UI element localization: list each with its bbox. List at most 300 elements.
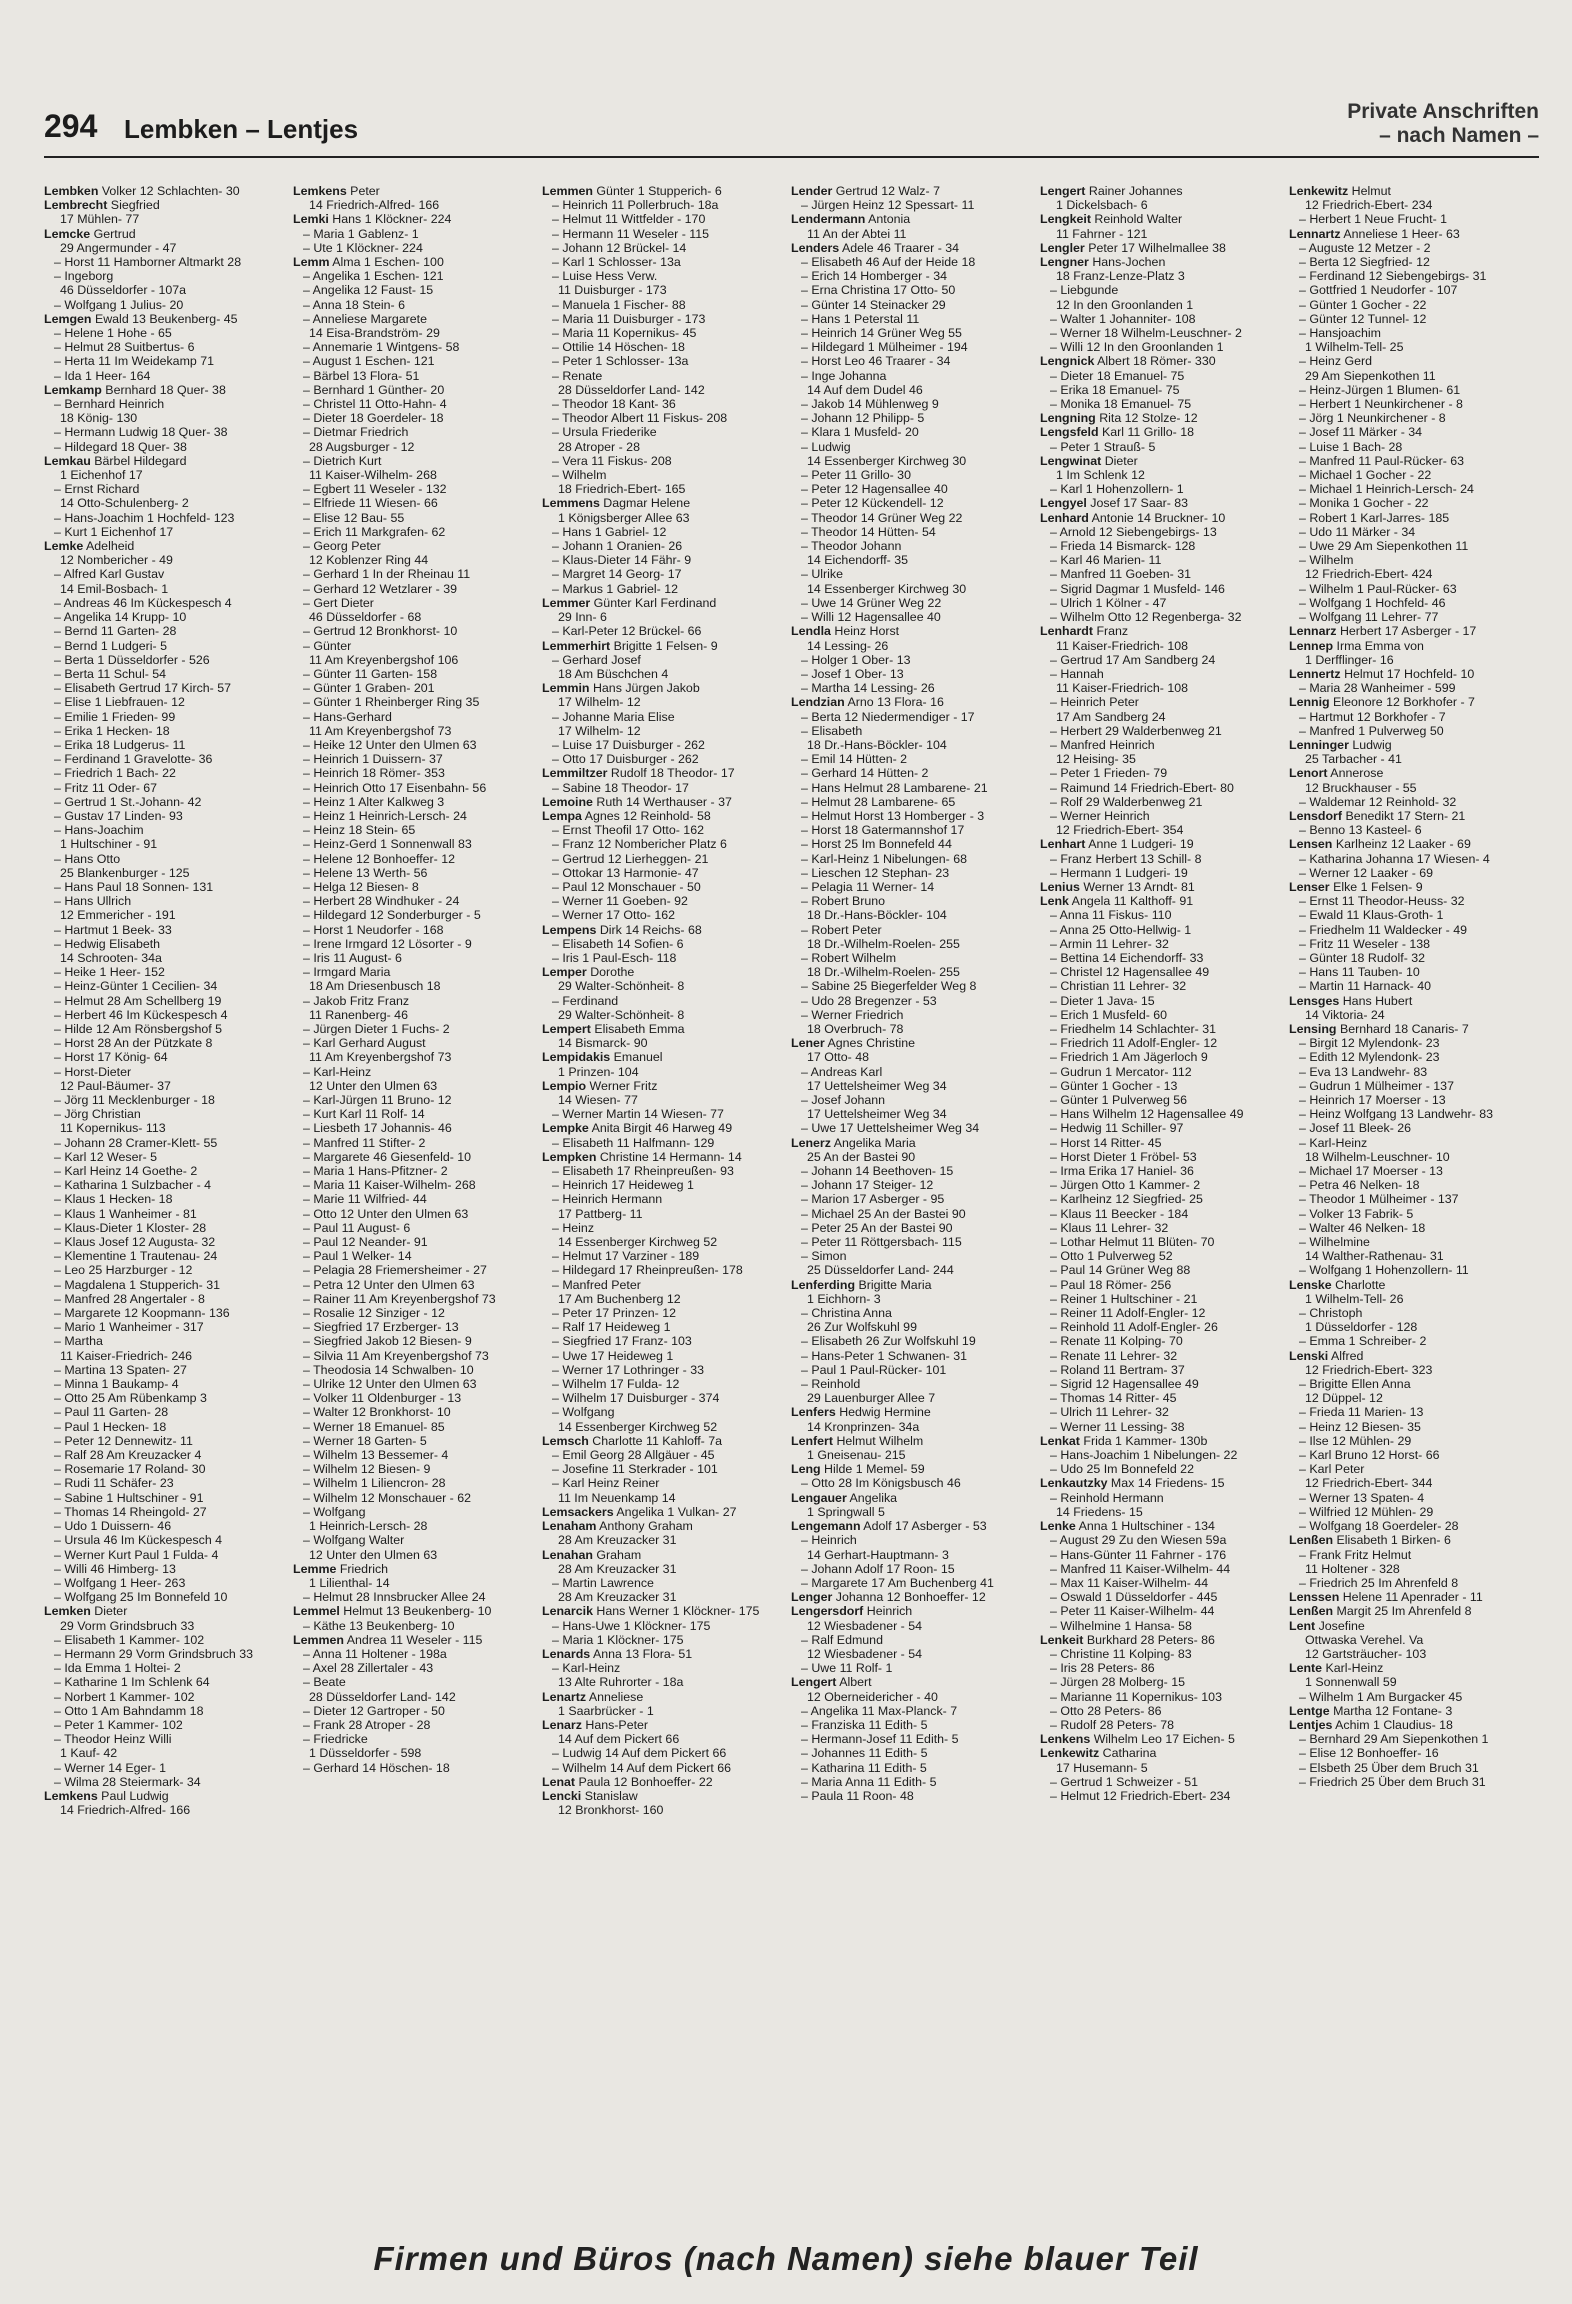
entry-details: Burkhard 28 Peters- 86 [1083,1632,1215,1647]
address-continuation: 14 Kronprinzen- 34a [807,1419,920,1434]
subentry: – Maria 11 Duisburger - 173 [552,311,706,326]
entry-details: Anna 1 Hultschiner - 134 [1075,1519,1215,1534]
subentry: – Maria Anna 11 Edith- 5 [801,1774,937,1789]
directory-column-3 [542,184,785,2194]
surname: Lennertz [1289,666,1341,681]
entry-details: Josef 17 Saar- 83 [1086,496,1189,511]
address-continuation: 14 Essenberger Kirchweg 30 [807,453,967,468]
address-continuation: 1 Düsseldorfer - 598 [309,1746,422,1761]
subentry: – Thomas 14 Rheingold- 27 [54,1504,207,1519]
subentry: – Otto 25 Am Rübenkamp 3 [54,1391,207,1406]
surname: Lenards [542,1646,591,1661]
surname: Lemken [44,1604,91,1619]
subentry: – Ute 1 Klöckner- 224 [303,240,423,255]
subentry: – Erich 1 Musfeld- 60 [1050,1007,1168,1022]
subentry: – Reinhold Hermann [1050,1490,1164,1505]
entry-details: Arno 13 Flora- 16 [844,695,944,710]
subentry: – Volker 13 Fabrik- 5 [1299,1206,1414,1221]
subentry: – Hans 11 Tauben- 10 [1299,965,1420,980]
subentry: – Margret 14 Georg- 17 [552,567,682,582]
subentry: – Ralf 17 Heideweg 1 [552,1320,671,1335]
address-continuation: 18 Franz-Lenze-Platz 3 [1056,269,1185,284]
surname-entry [542,596,785,610]
subentry: – Günter [303,638,352,653]
subentry: – Iris 28 Peters- 86 [1050,1661,1155,1676]
subentry: – Ilse 12 Mühlen- 29 [1299,1433,1412,1448]
subentry: – Hansjoachim [1299,326,1381,341]
surname: Lemcke [44,226,91,241]
subentry: – Berta 12 Siegfried- 12 [1299,255,1430,270]
subentry: – Paul 14 Grüner Weg 88 [1050,1263,1191,1278]
surname-entry [1040,894,1283,908]
subentry: – Friedrich 25 Im Ahrenfeld 8 [1299,1575,1459,1590]
subentry: – Peter 12 Hagensallee 40 [801,482,948,497]
subentry: – Siegfried 17 Erzberger- 13 [303,1320,459,1335]
surname: Lenius [1040,879,1080,894]
subentry: – Heinz Wolfgang 13 Landwehr- 83 [1299,1107,1494,1122]
subentry: – Herbert 1 Neue Frucht- 1 [1299,212,1448,227]
subentry: – Lothar Helmut 11 Blüten- 70 [1050,1235,1215,1250]
surname: Lempken [542,1149,597,1164]
surname: Lenßen [1289,1604,1334,1619]
address-continuation: 26 Zur Wolfskuhl 99 [807,1320,917,1335]
entry-details: Günter Karl Ferdinand [590,595,717,610]
surname: Lenarcik [542,1604,593,1619]
subentry: – Helmut 28 Lambarene- 65 [801,794,956,809]
subentry: – Martin 11 Harnack- 40 [1299,979,1431,994]
subentry: – Herbert 29 Walderbenweg 21 [1050,723,1222,738]
subentry: – Wilhelmine 1 Hansa- 58 [1050,1618,1192,1633]
entry-details: Elisabeth 1 Birken- 6 [1333,1533,1451,1548]
address-continuation: 12 Bronkhorst- 160 [558,1803,664,1818]
subentry: – Margarete 17 Am Buchenberg 41 [801,1575,994,1590]
surname: Lemke [44,539,84,554]
surname-entry [1040,184,1283,198]
subentry: – Georg Peter [303,539,381,554]
subentry: – Werner 18 Wilhelm-Leuschner- 2 [1050,326,1242,341]
surname-entry [1289,667,1532,681]
surname: Lengkeit [1040,212,1091,227]
surname-entry [1040,511,1283,525]
address-continuation: 1 Heinrich-Lersch- 28 [309,1519,428,1534]
entry-details: Josefine [1315,1618,1365,1633]
subentry: – Theodor 18 Kant- 36 [552,397,676,412]
subentry: – Iris 1 Paul-Esch- 118 [552,950,677,965]
subentry: – Wolfgang 11 Lehrer- 77 [1299,610,1439,625]
subentry: – Werner Heinrich [1050,808,1150,823]
surname: Lengsfeld [1040,425,1099,440]
entry-details: Johanna 12 Bonhoeffer- 12 [832,1590,986,1605]
surname-entry [542,184,785,198]
subentry: – Liebgunde [1050,283,1119,298]
address-continuation: 12 In den Groonlanden 1 [1056,297,1194,312]
subentry: – Elisabeth 46 Auf der Heide 18 [801,255,976,270]
subentry: – Karl Heinz Reiner [552,1476,660,1491]
subentry: – Uwe 14 Grüner Weg 22 [801,595,942,610]
entry-details: Charlotte 11 Kahloff- 7a [588,1433,722,1448]
address-continuation: 11 Kaiser-Wilhelm- 268 [309,468,437,483]
surname: Lengert [1040,184,1086,198]
subentry: – Wolfgang 1 Julius- 20 [54,297,184,312]
entry-details: Brigitte Maria [855,1277,932,1292]
surname-entry [1040,241,1283,255]
subentry: – Horst 14 Ritter- 45 [1050,1135,1162,1150]
surname: Lemmin [542,681,590,696]
subentry: – Klaus Josef 12 Augusta- 32 [54,1235,216,1250]
subentry: – Josef 11 Märker - 34 [1299,425,1423,440]
header-rule [44,156,1539,158]
subentry: – Wolfgang 18 Goerdeler- 28 [1299,1519,1459,1534]
subentry: – Heinz 12 Biesen- 35 [1299,1419,1421,1434]
surname-entry [791,1405,1034,1419]
subentry: – Walter 46 Nelken- 18 [1299,1220,1426,1235]
subentry: – Ralf 28 Am Kreuzacker 4 [54,1448,202,1463]
subentry: – Birgit 12 Mylendonk- 23 [1299,1036,1440,1051]
surname-entry [542,1548,785,1562]
subentry: – Manfred 11 Kaiser-Wilhelm- 44 [1050,1561,1231,1576]
subentry: – Karl-Heinz [552,1661,621,1676]
subentry: – Erika 18 Ludgerus- 11 [54,737,186,752]
subentry: – Karl 46 Marien- 11 [1050,553,1162,568]
entry-details: Bernhard 18 Canaris- 7 [1336,1021,1469,1036]
subentry: – Horst-Dieter [54,1064,132,1079]
subentry: – Paul 1 Hecken- 18 [54,1419,167,1434]
subentry: – Heinrich 14 Grüner Weg 55 [801,326,962,341]
subentry: – Manuela 1 Fischer- 88 [552,297,686,312]
entry-details: Hans Werner 1 Klöckner- 175 [592,1604,760,1619]
entry-details: Anne 1 Ludgeri- 19 [1085,837,1194,852]
subentry: – Maria 1 Klöckner- 175 [552,1632,684,1647]
address-continuation: 12 Oberneidericher - 40 [807,1689,938,1704]
subentry: – Ewald 11 Klaus-Groth- 1 [1299,908,1444,923]
address-continuation: 25 Tarbacher - 41 [1305,752,1402,767]
subentry: – Manfred Heinrich [1050,737,1155,752]
subentry: – Maria 1 Hans-Pfitzner- 2 [303,1164,448,1179]
surname-entry [293,1604,536,1618]
subentry: – Bernd 11 Garten- 28 [54,624,177,639]
surname-entry [791,1136,1034,1150]
subentry: – Kurt 1 Eichenhof 17 [54,524,174,539]
address-continuation: 11 Kopernikus- 113 [60,1121,166,1136]
subentry: – Oswald 1 Düsseldorfer - 445 [1050,1590,1218,1605]
subentry: – Wolfgang [303,1504,366,1519]
entry-details: Adelheid [83,539,135,554]
address-continuation: 11 Am Kreyenbergshof 106 [309,652,459,667]
subentry: – Reinhold 11 Adolf-Engler- 26 [1050,1320,1218,1335]
page-header [44,100,1539,152]
subentry: – Ottilie 14 Höschen- 18 [552,340,685,355]
subentry: – Vera 11 Fiskus- 208 [552,453,672,468]
subentry: – Herbert 1 Neunkirchener - 8 [1299,397,1463,412]
subentry: – Hans Paul 18 Sonnen- 131 [54,879,214,894]
address-continuation: 29 Angermunder - 47 [60,240,177,255]
address-continuation: 25 Düsseldorfer Land- 244 [807,1263,954,1278]
surname: Lengemann [791,1519,861,1534]
address-continuation: 17 Am Buchenberg 12 [558,1291,681,1306]
subentry: – Hans-Uwe 1 Klöckner- 175 [552,1618,711,1633]
subentry: – Johann 28 Cramer-Klett- 55 [54,1135,218,1150]
surname: Lemmen [542,184,593,198]
surname-entry [542,1519,785,1533]
subentry: – Ida 1 Heer- 164 [54,368,151,383]
subentry: – Werner 18 Emanuel- 85 [303,1419,445,1434]
subentry: – Theodor Johann [801,539,902,554]
subentry: – Frieda 11 Marien- 13 [1299,1405,1424,1420]
address-continuation: 11 Ranenberg- 46 [309,1007,408,1022]
address-continuation: 12 Heising- 35 [1056,752,1136,767]
subentry: – Friedrich 1 Bach- 22 [54,766,176,781]
subentry: – Uwe 11 Rolf- 1 [801,1661,893,1676]
subentry: – Gertrud 1 Schweizer - 51 [1050,1774,1199,1789]
surname: Lengauer [791,1490,847,1505]
surname: Lemki [293,212,329,227]
entry-details: Dieter [1101,453,1138,468]
address-continuation: 28 Am Kreuzacker 31 [558,1533,677,1548]
subentry: – Volker 11 Oldenburger - 13 [303,1391,462,1406]
subentry: – Iris 11 August- 6 [303,950,402,965]
surname-entry [542,1121,785,1135]
subentry: – Walter 1 Johanniter- 108 [1050,311,1196,326]
address-continuation: 25 An der Bastei 90 [807,1149,916,1164]
subentry: – Herta 11 Im Weidekamp 71 [54,354,215,369]
subentry: – Karl-Heinz [1299,1135,1368,1150]
subentry: – Horst 11 Hamborner Altmarkt 28 [54,255,242,270]
address-continuation: 46 Düsseldorfer - 107a [60,283,187,298]
subentry: – Peter 11 Kaiser-Wilhelm- 44 [1050,1604,1215,1619]
address-continuation: 14 Friedrich-Alfred- 166 [60,1803,191,1818]
subentry: – Gerhard 14 Höschen- 18 [303,1760,450,1775]
subentry: – Ingeborg [54,269,114,284]
surname: Lempert [542,1021,591,1036]
subentry: – Silvia 11 Am Kreyenbergshof 73 [303,1348,489,1363]
subentry: – Christine 11 Kolping- 83 [1050,1646,1192,1661]
entry-details: Agnes 12 Reinhold- 58 [581,808,711,823]
subentry: – Klaus-Dieter 1 Kloster- 28 [54,1220,207,1235]
entry-details: Helmut [1348,184,1391,198]
address-continuation: 14 Auf dem Dudel 46 [807,382,923,397]
surname: Lempke [542,1121,589,1136]
address-continuation: 1 Lilienthal- 14 [309,1575,390,1590]
subentry: – Edith 12 Mylendonk- 23 [1299,1050,1440,1065]
subentry: – Ernst Theofil 17 Otto- 162 [552,823,704,838]
surname: Lemkau [44,453,91,468]
subentry: – Renate 11 Kolping- 70 [1050,1334,1183,1349]
entry-details: Karl-Heinz [1322,1661,1384,1676]
surname: Lenders [791,240,840,255]
surname: Lenerz [791,1135,831,1150]
surname-entry [791,1519,1034,1533]
subentry: – Gustav 17 Linden- 93 [54,808,183,823]
subentry: – Auguste 12 Metzer - 2 [1299,240,1431,255]
subentry: – Jörg 1 Neunkirchener - 8 [1299,411,1446,426]
address-continuation: 11 Holtener - 328 [1305,1561,1400,1576]
subentry: – Manfred 28 Angertaler - 8 [54,1291,205,1306]
surname-entry [1040,212,1283,226]
subentry: – Elfriede 11 Wiesen- 66 [303,496,438,511]
surname-entry [542,639,785,653]
subentry: – Beate [303,1675,346,1690]
surname: Lennig [1289,695,1330,710]
subentry: – Anna 25 Otto-Hellwig- 1 [1050,922,1192,937]
subentry: – Helene 12 Bonhoeffer- 12 [303,851,456,866]
surname-entry [791,1675,1034,1689]
subentry: – Friedrich 25 Über dem Bruch 31 [1299,1774,1486,1789]
surname: Lemmens [542,496,600,511]
subentry: – Karlheinz 12 Siegfried- 25 [1050,1192,1203,1207]
subentry: – Bettina 14 Eichendorff- 33 [1050,950,1204,965]
entry-details: Siegfried [107,198,160,213]
surname-entry [1289,809,1532,823]
address-continuation: 29 Lauenburger Allee 7 [807,1391,936,1406]
surname: Lemsch [542,1433,589,1448]
surname: Lemkens [44,1788,98,1803]
subentry: – Pelagia 11 Werner- 14 [801,879,935,894]
surname: Lemkamp [44,382,102,397]
entry-details: Friedrich [336,1561,389,1576]
subentry: – Hans 1 Gabriel- 12 [552,524,667,539]
subentry: – Peter 11 Grillo- 30 [801,468,911,483]
subentry: – Angelika 11 Max-Planck- 7 [801,1703,958,1718]
entry-details: Dirk 14 Reichs- 68 [596,922,702,937]
subentry: – Katharina 11 Edith- 5 [801,1760,927,1775]
address-continuation: 12 Düppel- 12 [1305,1391,1383,1406]
address-continuation: 1 Königsberger Allee 63 [558,510,690,525]
subentry: – Rudolf 28 Peters- 78 [1050,1717,1174,1732]
surname-entry [1289,624,1532,638]
subentry: – Helmut Horst 13 Homberger - 3 [801,808,985,823]
subentry: – Irene Irmgard 12 Lösorter - 9 [303,936,472,951]
surname-entry [542,681,785,695]
subentry: – Heinz-Jürgen 1 Blumen- 61 [1299,382,1461,397]
subentry: – Johann 1 Oranien- 26 [552,539,683,554]
subentry: – Hartmut 12 Borkhofer - 7 [1299,709,1446,724]
subentry: – Klaus 11 Lehrer- 32 [1050,1220,1169,1235]
surname: Leng [791,1462,821,1477]
entry-details: Bernhard 18 Quer- 38 [101,382,226,397]
subentry: – Ursula 46 Im Kückespesch 4 [54,1533,223,1548]
address-continuation: 1 Springwall 5 [807,1504,885,1519]
subentry: – Wilhelm Otto 12 Regenberga- 32 [1050,610,1242,625]
entry-details: Reinhold Walter [1090,212,1183,227]
entry-details: Anna 13 Flora- 51 [590,1646,693,1661]
surname: Lemmerhirt [542,638,611,653]
address-continuation: 11 An der Abtei 11 [807,226,907,241]
subentry: – Günter 12 Tunnel- 12 [1299,311,1427,326]
entry-details: Elke 1 Felsen- 9 [1329,879,1423,894]
entry-details: Hans 1 Klöckner- 224 [328,212,452,227]
subentry: – Wolfgang 1 Heer- 263 [54,1575,186,1590]
subentry: – Frank 28 Atroper - 28 [303,1717,431,1732]
entry-details: Werner 13 Arndt- 81 [1079,879,1195,894]
address-continuation: 17 Pattberg- 11 [558,1206,643,1221]
surname-entry [44,1789,287,1803]
surname: Lenke [1040,1519,1076,1534]
surname-entry [44,383,287,397]
address-continuation: 18 Overbruch- 78 [807,1021,904,1036]
entry-details: Bärbel Hildegard [90,453,187,468]
subentry: – Uwe 17 Heideweg 1 [552,1348,674,1363]
subentry: – Otto 1 Pulverweg 52 [1050,1249,1173,1264]
subentry: – Wolfgang Walter [303,1533,405,1548]
subentry: – Elise 12 Bonhoeffer- 16 [1299,1746,1439,1761]
subentry: – Gerhard 14 Hütten- 2 [801,766,929,781]
surname-entry [791,241,1034,255]
subentry: – Gerhard Josef [552,652,641,667]
subentry: – Helene 13 Werth- 56 [303,865,428,880]
surname: Lengner [1040,255,1089,270]
surname-entry [44,184,287,198]
subentry: – Wolfgang 1 Hochfeld- 46 [1299,595,1446,610]
entry-details: Max 14 Friedens- 15 [1107,1476,1225,1491]
subentry: – Johann 12 Philipp- 5 [801,411,925,426]
subentry: – Hans-Peter 1 Schwanen- 31 [801,1348,967,1363]
surname: Lenferding [791,1277,856,1292]
surname-entry [1289,766,1532,780]
address-continuation: 1 Eichenhof 17 [60,468,143,483]
subentry: – Manfred 11 Goeben- 31 [1050,567,1191,582]
surname-entry [542,1050,785,1064]
surname-entry [1040,1434,1283,1448]
subentry: – Angelika 12 Faust- 15 [303,283,434,298]
address-continuation: 46 Düsseldorfer - 68 [309,610,422,625]
subentry: – Renate 11 Lehrer- 32 [1050,1348,1178,1363]
subentry: – Petra 12 Unter den Ulmen 63 [303,1277,475,1292]
surname-entry [1040,454,1283,468]
surname: Lensing [1289,1021,1337,1036]
subentry: – Ludwig 14 Auf dem Pickert 66 [552,1746,727,1761]
subentry: – Manfred 1 Pulverweg 50 [1299,723,1444,738]
entry-details: Adele 46 Traarer - 34 [839,240,960,255]
subentry: – Hedwig 11 Schiller- 97 [1050,1121,1184,1136]
subentry: – Robert Wilhelm [801,950,897,965]
entry-details: Gertrud [90,226,136,241]
subentry: – Hartmut 1 Beek- 33 [54,922,172,937]
address-continuation: 1 Eichhorn- 3 [807,1291,881,1306]
subentry: – Michael 17 Moerser - 13 [1299,1164,1443,1179]
surname-entry [1040,1633,1283,1647]
subentry: – Heinz-Gerd 1 Sonnenwall 83 [303,837,472,852]
entry-details: Rainer Johannes [1085,184,1183,198]
subentry: – Jakob 14 Mühlenweg 9 [801,397,939,412]
subentry: – Pelagia 28 Friemersheimer - 27 [303,1263,487,1278]
address-continuation: 11 Am Kreyenbergshof 73 [309,1050,452,1065]
subentry: – Horst 1 Neudorfer - 168 [303,922,444,937]
subentry: – Gertrud 1 St.-Johann- 42 [54,794,202,809]
address-continuation: 18 König- 130 [60,411,138,426]
surname-entry [1289,1278,1532,1292]
entry-details: Margit 25 Im Ahrenfeld 8 [1333,1604,1472,1619]
subentry: – Friedrich 11 Adolf-Engler- 12 [1050,1036,1218,1051]
subentry: – Christoph [1299,1306,1363,1321]
subentry: – Karl 1 Schlosser- 13a [552,255,681,270]
address-continuation: 14 Lessing- 26 [807,638,889,653]
surname-entry [791,1590,1034,1604]
subentry: – Hildegard 17 Rheinpreußen- 178 [552,1263,743,1278]
subentry: – Emil Georg 28 Allgäuer - 45 [552,1448,715,1463]
address-continuation: 25 Blankenburger - 125 [60,865,190,880]
subentry: – Christel 11 Otto-Hahn- 4 [303,397,447,412]
subentry: – Mario 1 Wanheimer - 317 [54,1320,204,1335]
subentry: – Elisabeth [801,723,863,738]
entry-details: Dagmar Helene [599,496,691,511]
subentry: – Gertrud 12 Lierheggen- 21 [552,851,709,866]
address-continuation: 17 Wilhelm- 12 [558,723,641,738]
subentry: – Margarete 46 Giesenfeld- 10 [303,1149,472,1164]
subentry: – Peter 1 Kammer- 102 [54,1717,183,1732]
address-continuation: 18 Dr.-Wilhelm-Roelen- 255 [807,936,960,951]
subentry: – Hans Wilhelm 12 Hagensallee 49 [1050,1107,1244,1122]
entry-details: Stanislaw [581,1788,638,1803]
